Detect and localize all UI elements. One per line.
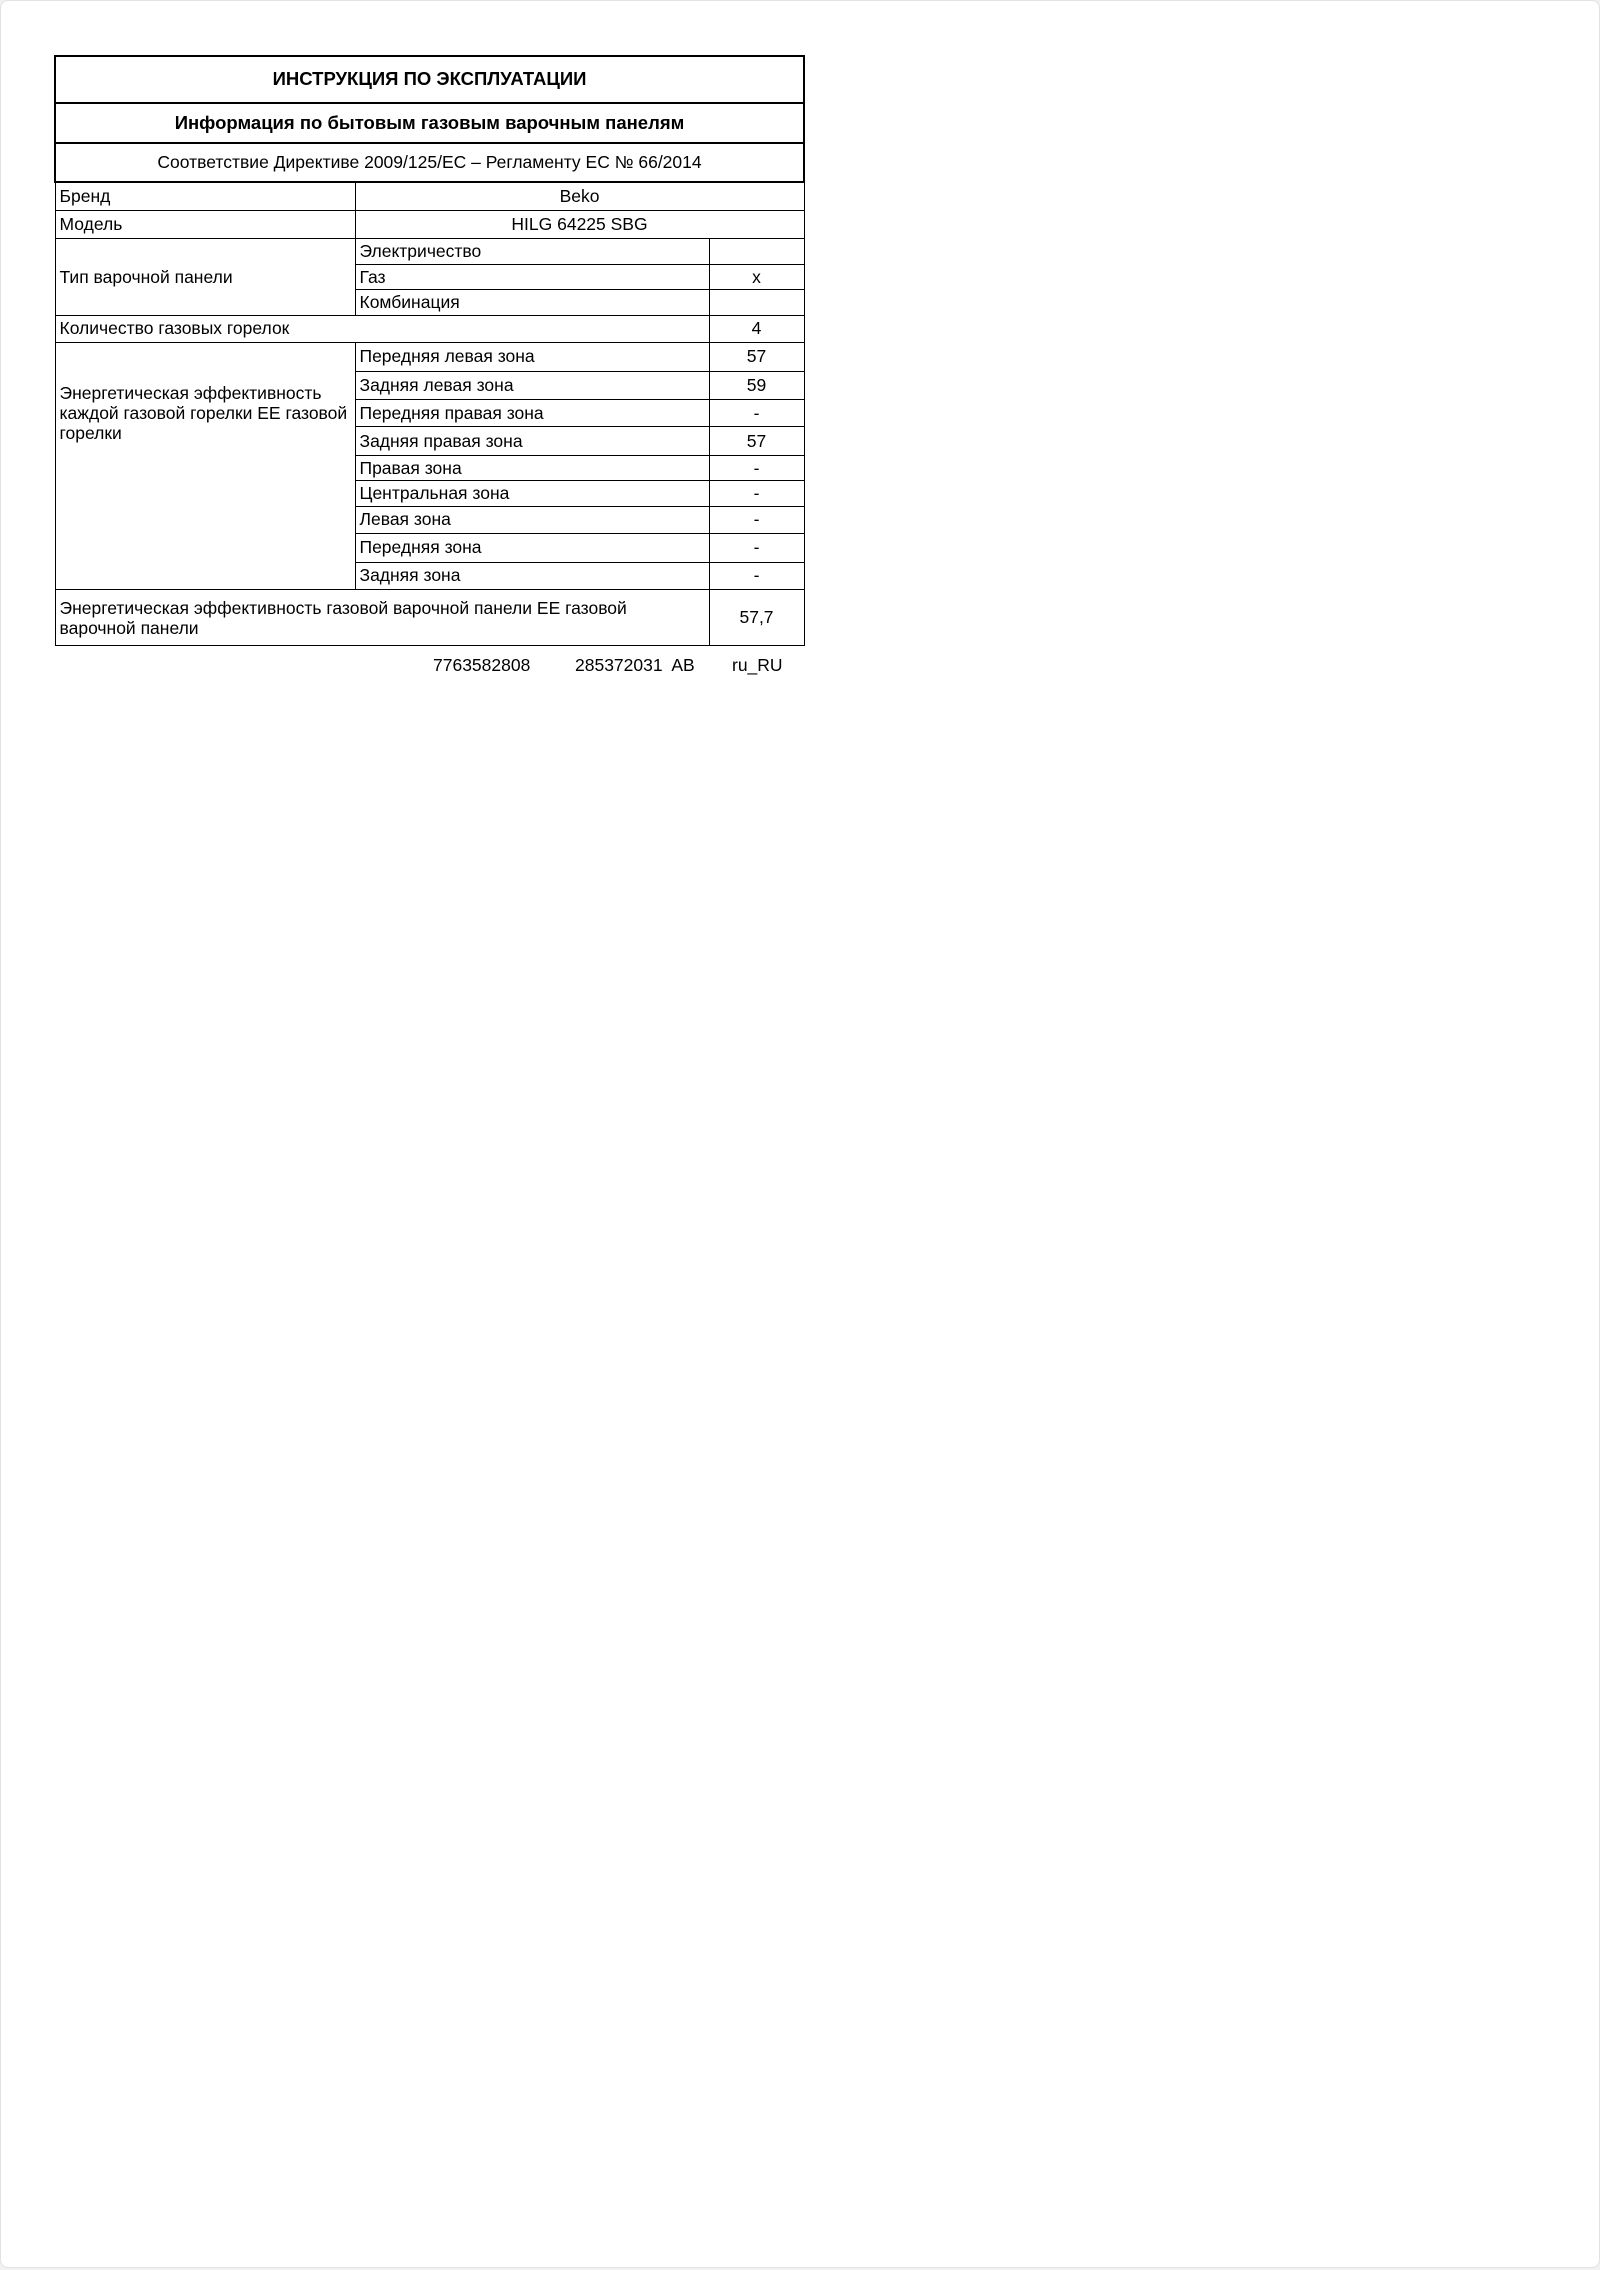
model-label: Модель [55,210,355,238]
product-info-table [54,55,805,646]
zone-label: Передняя правая зона [355,399,709,426]
hob-efficiency-value: 57,7 [709,590,804,646]
zone-value: - [709,534,804,562]
zone-value: - [709,399,804,426]
hob-type-option-value: x [709,264,804,289]
document-subtitle: Информация по бытовым газовым варочным панелям [55,103,804,144]
zone-value: 57 [709,427,804,455]
zone-label: Передняя зона [355,534,709,562]
burner-efficiency-label [55,343,355,590]
zone-label: Передняя левая зона [355,343,709,371]
zone-label: Центральная зона [355,481,709,506]
model-value: HILG 64225 SBG [355,210,804,238]
document-title: ИНСТРУКЦИЯ ПО ЭКСПЛУАТАЦИИ [55,56,804,103]
zone-value: - [709,481,804,506]
zone-label: Правая зона [355,455,709,480]
zone-value: - [709,506,804,533]
hob-type-option-value [709,290,804,315]
burner-count-value: 4 [709,315,804,342]
hob-type-option-label: Газ [355,264,709,289]
brand-value: Beko [355,182,804,210]
zone-label: Задняя левая зона [355,371,709,399]
footer-code-1: 7763582808 [433,655,531,675]
brand-label: Бренд [55,182,355,210]
hob-type-option-label: Комбинация [355,290,709,315]
zone-label: Задняя зона [355,562,709,589]
zone-value: 57 [709,343,804,371]
burner-count-label: Количество газовых горелок [55,315,709,342]
zone-value: 59 [709,371,804,399]
hob-type-label: Тип варочной панели [55,239,355,315]
zone-value: - [709,455,804,480]
zone-label: Левая зона [355,506,709,533]
zone-label: Задняя правая зона [355,427,709,455]
footer-locale: ru_RU [732,655,783,675]
hob-efficiency-label: Энергетическая эффективность газовой варочной панели EE газовой варочной панели [55,590,709,646]
footer-code-2: 285372031 AB [575,655,695,675]
hob-type-option-label: Электричество [355,239,709,264]
zone-value: - [709,562,804,589]
regulation-text: Соответствие Директиве 2009/125/EC – Регламенту ЕС № 66/2014 [55,143,804,182]
hob-type-option-value [709,239,804,264]
burner-efficiency-label-text: Энергетическая эффективность каждой газовой горелки EE газовой горелки [59,383,348,444]
